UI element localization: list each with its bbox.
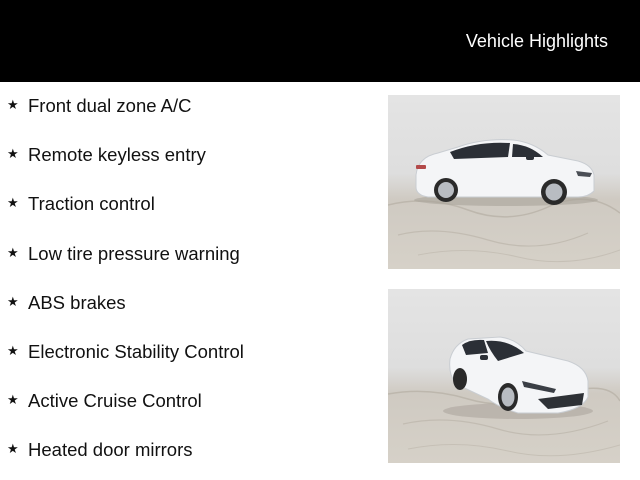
feature-label: Traction control	[28, 193, 155, 215]
feature-label: Front dual zone A/C	[28, 95, 192, 116]
feature-label: Heated door mirrors	[28, 439, 193, 461]
feature-item	[0, 439, 370, 480]
feature-item	[0, 243, 370, 292]
page-title: Vehicle Highlights	[465, 31, 608, 51]
feature-item	[0, 292, 370, 341]
star-icon: ★	[7, 441, 19, 457]
feature-item	[0, 95, 370, 144]
feature-label: Low tire pressure warning	[28, 242, 240, 264]
car-front-image	[388, 289, 620, 463]
feature-item	[0, 144, 370, 193]
star-icon: ★	[7, 342, 19, 358]
feature-label: Electronic Stability Control	[28, 340, 244, 362]
star-icon: ★	[7, 244, 19, 260]
star-icon: ★	[7, 97, 19, 112]
feature-label: ABS brakes	[28, 291, 126, 313]
feature-item	[0, 341, 370, 390]
vehicle-photo-front[interactable]	[388, 289, 620, 463]
star-icon: ★	[7, 195, 19, 211]
feature-label: Active Cruise Control	[28, 390, 202, 412]
feature-item	[0, 193, 370, 242]
vehicle-photo-side[interactable]	[388, 95, 620, 269]
star-icon: ★	[7, 392, 19, 408]
feature-item	[0, 390, 370, 439]
feature-list	[0, 95, 370, 480]
star-icon: ★	[7, 293, 19, 309]
header-bar	[0, 0, 640, 82]
star-icon: ★	[7, 146, 19, 162]
feature-label: Remote keyless entry	[28, 144, 206, 166]
car-side-image	[388, 95, 620, 269]
